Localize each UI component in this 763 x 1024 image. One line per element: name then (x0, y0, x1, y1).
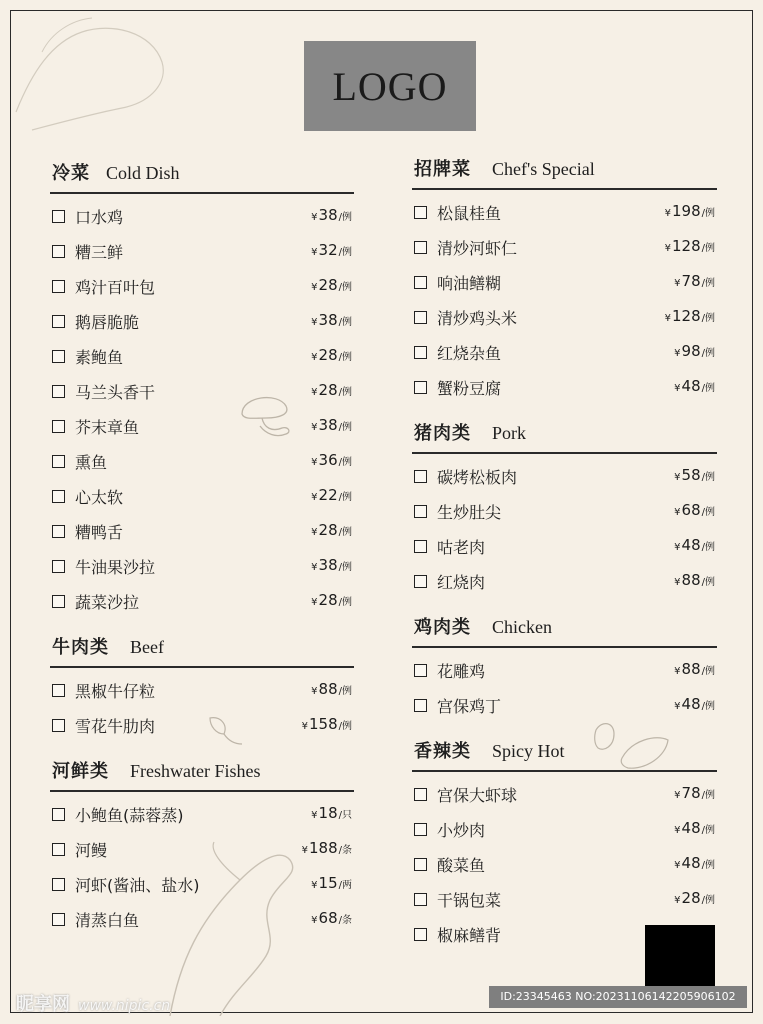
menu-item (412, 493, 717, 528)
currency-symbol: ¥ (311, 527, 318, 538)
section-title-zh: 猪肉类 (414, 423, 471, 444)
price-value: 28 (318, 591, 338, 609)
menu-item-checkbox[interactable] (52, 210, 65, 223)
menu-item (412, 369, 717, 404)
menu-item-price (311, 909, 352, 927)
menu-item-checkbox[interactable] (52, 280, 65, 293)
menu-item-price (665, 202, 715, 220)
section-title-zh: 河鲜类 (52, 761, 109, 782)
menu-item-price (311, 276, 352, 294)
menu-item-checkbox[interactable] (414, 540, 427, 553)
menu-item-name: 清炒鸡头米 (437, 309, 518, 328)
menu-item (412, 458, 717, 493)
price-value: 22 (318, 486, 338, 504)
price-unit: /例 (338, 282, 352, 293)
currency-symbol: ¥ (674, 577, 681, 588)
price-value: 198 (671, 202, 701, 220)
section-title-en: Freshwater Fishes (130, 761, 261, 781)
price-value: 78 (681, 784, 701, 802)
logo-placeholder: LOGO (304, 41, 476, 131)
menu-item-name: 河虾(酱油、盐水) (75, 876, 200, 895)
menu-item-list (50, 194, 354, 618)
menu-item-name: 鹅唇脆脆 (75, 313, 140, 332)
menu-item (412, 846, 717, 881)
price-unit: /例 (701, 860, 715, 871)
price-value: 48 (681, 377, 701, 395)
cabbage-illustration (12, 12, 172, 132)
price-value: 38 (318, 556, 338, 574)
menu-item-name: 糟鸭舌 (75, 523, 124, 542)
menu-item-price (311, 206, 352, 224)
menu-item (50, 303, 354, 338)
price-unit: /例 (701, 243, 715, 254)
price-value: 28 (318, 521, 338, 539)
menu-item (50, 268, 354, 303)
menu-item-price (311, 486, 352, 504)
menu-item-checkbox[interactable] (414, 664, 427, 677)
menu-item-name: 响油鳝糊 (437, 274, 502, 293)
menu-item (50, 513, 354, 548)
menu-item-checkbox[interactable] (52, 595, 65, 608)
watermark-url: www.nipic.cn (78, 998, 171, 1014)
menu-item-list (412, 454, 717, 598)
price-value: 98 (681, 342, 701, 360)
menu-item (50, 338, 354, 373)
currency-symbol: ¥ (674, 348, 681, 359)
section-title-en: Beef (130, 637, 164, 657)
price-value: 188 (308, 839, 338, 857)
menu-item-price (311, 451, 352, 469)
menu-item (412, 563, 717, 598)
menu-item (412, 334, 717, 369)
menu-item-checkbox[interactable] (52, 420, 65, 433)
menu-item-checkbox[interactable] (52, 245, 65, 258)
currency-symbol: ¥ (674, 701, 681, 712)
menu-item-price (311, 416, 352, 434)
menu-item-name: 红烧杂鱼 (437, 344, 502, 363)
price-value: 38 (318, 311, 338, 329)
price-unit: /例 (338, 212, 352, 223)
currency-symbol: ¥ (311, 686, 318, 697)
watermark (16, 990, 170, 1016)
price-unit: /例 (338, 422, 352, 433)
currency-symbol: ¥ (301, 845, 308, 856)
menu-item-name: 小鲍鱼(蒜蓉蒸) (75, 806, 184, 825)
currency-symbol: ¥ (674, 666, 681, 677)
price-value: 68 (681, 501, 701, 519)
price-unit: /例 (338, 457, 352, 468)
section-title-en: Chicken (492, 617, 552, 637)
section-header (412, 148, 717, 190)
menu-item-name: 清炒河虾仁 (437, 239, 518, 258)
menu-item (50, 583, 354, 618)
price-unit: /例 (338, 387, 352, 398)
price-unit: /例 (701, 825, 715, 836)
menu-item-name: 蟹粉豆腐 (437, 379, 502, 398)
price-value: 78 (681, 272, 701, 290)
menu-item (50, 831, 354, 866)
menu-item-price (665, 307, 715, 325)
currency-symbol: ¥ (664, 208, 671, 219)
qr-code-placeholder (645, 925, 715, 991)
currency-symbol: ¥ (674, 507, 681, 518)
currency-symbol: ¥ (311, 352, 318, 363)
price-value: 158 (308, 715, 338, 733)
watermark-brand: 昵享网 (16, 994, 70, 1015)
menu-item-price (674, 571, 715, 589)
menu-item-price (674, 889, 715, 907)
section-header (50, 152, 354, 194)
menu-item-name: 咕老肉 (437, 538, 486, 557)
price-value: 28 (318, 381, 338, 399)
menu-item-checkbox[interactable] (52, 719, 65, 732)
menu-item (50, 373, 354, 408)
menu-item-name: 芥末章鱼 (75, 418, 140, 437)
menu-item-name: 宫保大虾球 (437, 786, 518, 805)
price-unit: /条 (338, 915, 352, 926)
menu-item-price (674, 660, 715, 678)
menu-item-name: 椒麻鳝背 (437, 926, 502, 945)
menu-item (50, 548, 354, 583)
menu-item-name: 清蒸白鱼 (75, 911, 140, 930)
menu-item-name: 生炒肚尖 (437, 503, 502, 522)
price-value: 128 (671, 237, 701, 255)
price-value: 18 (318, 804, 338, 822)
price-unit: /例 (338, 492, 352, 503)
price-unit: /例 (338, 247, 352, 258)
price-value: 48 (681, 536, 701, 554)
menu-item-price (311, 680, 352, 698)
menu-item-price (674, 854, 715, 872)
menu-item-name: 熏鱼 (75, 453, 108, 472)
price-unit: /例 (701, 701, 715, 712)
menu-item-checkbox[interactable] (52, 878, 65, 891)
price-unit: /例 (338, 317, 352, 328)
menu-item-checkbox[interactable] (52, 490, 65, 503)
price-unit: /例 (338, 686, 352, 697)
menu-item-name: 小炒肉 (437, 821, 486, 840)
price-value: 28 (318, 346, 338, 364)
price-value: 48 (681, 695, 701, 713)
price-unit: /例 (338, 597, 352, 608)
menu-item (50, 672, 354, 707)
menu-column-right (412, 148, 717, 951)
price-value: 36 (318, 451, 338, 469)
menu-item-checkbox[interactable] (414, 823, 427, 836)
menu-item (50, 408, 354, 443)
price-value: 38 (318, 416, 338, 434)
menu-item-list (50, 792, 354, 936)
currency-symbol: ¥ (664, 313, 671, 324)
price-value: 88 (681, 660, 701, 678)
menu-item-name: 花雕鸡 (437, 662, 486, 681)
currency-symbol: ¥ (311, 317, 318, 328)
price-unit: /例 (338, 721, 352, 732)
menu-item-price (311, 556, 352, 574)
currency-symbol: ¥ (311, 915, 318, 926)
menu-item-name: 酸菜鱼 (437, 856, 486, 875)
menu-item-checkbox[interactable] (414, 381, 427, 394)
menu-item (412, 299, 717, 334)
currency-symbol: ¥ (311, 422, 318, 433)
currency-symbol: ¥ (311, 212, 318, 223)
price-value: 28 (681, 889, 701, 907)
menu-item-price (311, 521, 352, 539)
menu-item (412, 528, 717, 563)
menu-item-checkbox[interactable] (52, 315, 65, 328)
section-header (412, 730, 717, 772)
menu-item-price (311, 381, 352, 399)
menu-item-name: 心太软 (75, 488, 124, 507)
section-title-en: Pork (492, 423, 527, 443)
section-title-zh: 牛肉类 (52, 637, 109, 658)
section-header (412, 606, 717, 648)
menu-item-checkbox[interactable] (414, 699, 427, 712)
currency-symbol: ¥ (311, 282, 318, 293)
price-unit: /例 (701, 790, 715, 801)
menu-item-checkbox[interactable] (414, 788, 427, 801)
menu-item-price (674, 272, 715, 290)
menu-item-price (302, 715, 352, 733)
menu-item-name: 口水鸡 (75, 208, 124, 227)
price-unit: /例 (338, 562, 352, 573)
menu-item-price (302, 839, 352, 857)
price-unit: /例 (701, 577, 715, 588)
menu-item-checkbox[interactable] (52, 455, 65, 468)
section-title-zh: 冷菜 (52, 163, 90, 184)
section-title-en: Cold Dish (106, 163, 180, 183)
price-value: 128 (671, 307, 701, 325)
menu-item-price (674, 342, 715, 360)
price-value: 58 (681, 466, 701, 484)
menu-item-name: 马兰头香干 (75, 383, 156, 402)
menu-item-name: 雪花牛肋肉 (75, 717, 156, 736)
price-unit: /例 (701, 542, 715, 553)
price-unit: /例 (338, 527, 352, 538)
menu-item-price (311, 591, 352, 609)
menu-item-checkbox[interactable] (414, 470, 427, 483)
currency-symbol: ¥ (311, 562, 318, 573)
section-title-en: Spicy Hot (492, 741, 565, 761)
price-unit: /两 (338, 880, 352, 891)
menu-item-price (311, 311, 352, 329)
menu-item-name: 糟三鲜 (75, 243, 124, 262)
price-value: 32 (318, 241, 338, 259)
menu-item-price (674, 377, 715, 395)
menu-item (412, 652, 717, 687)
menu-item-checkbox[interactable] (414, 893, 427, 906)
price-value: 28 (318, 276, 338, 294)
menu-item (412, 811, 717, 846)
menu-column-left (50, 152, 354, 936)
currency-symbol: ¥ (311, 387, 318, 398)
menu-item-price (311, 874, 352, 892)
menu-item (412, 194, 717, 229)
currency-symbol: ¥ (311, 597, 318, 608)
menu-item-checkbox[interactable] (52, 843, 65, 856)
menu-item-checkbox[interactable] (414, 206, 427, 219)
currency-symbol: ¥ (674, 860, 681, 871)
menu-item (50, 478, 354, 513)
menu-item-name: 宫保鸡丁 (437, 697, 502, 716)
menu-item-checkbox[interactable] (52, 808, 65, 821)
currency-symbol: ¥ (674, 472, 681, 483)
menu-item (412, 881, 717, 916)
price-value: 88 (681, 571, 701, 589)
price-unit: /例 (701, 348, 715, 359)
menu-item-checkbox[interactable] (414, 505, 427, 518)
menu-item-checkbox[interactable] (414, 276, 427, 289)
price-unit: /例 (701, 278, 715, 289)
menu-item-list (412, 648, 717, 722)
section-header (50, 750, 354, 792)
price-unit: /例 (701, 383, 715, 394)
menu-item (50, 198, 354, 233)
image-id-bar: ID:23345463 NO:20231106142205906102 (489, 986, 747, 1008)
menu-item (412, 264, 717, 299)
menu-item-checkbox[interactable] (52, 560, 65, 573)
menu-item (50, 796, 354, 831)
menu-item (412, 776, 717, 811)
currency-symbol: ¥ (311, 880, 318, 891)
price-unit: /例 (701, 313, 715, 324)
currency-symbol: ¥ (311, 457, 318, 468)
currency-symbol: ¥ (301, 721, 308, 732)
menu-item-price (674, 501, 715, 519)
section-title-zh: 招牌菜 (414, 159, 471, 180)
menu-item-checkbox[interactable] (414, 241, 427, 254)
menu-item-checkbox[interactable] (52, 913, 65, 926)
price-unit: /例 (701, 472, 715, 483)
menu-item-checkbox[interactable] (414, 928, 427, 941)
menu-item-checkbox[interactable] (52, 350, 65, 363)
menu-item (412, 687, 717, 722)
menu-item (50, 233, 354, 268)
section-title-zh: 鸡肉类 (414, 617, 471, 638)
menu-item-name: 鸡汁百叶包 (75, 278, 156, 297)
menu-item-price (311, 346, 352, 364)
price-value: 88 (318, 680, 338, 698)
menu-item (50, 707, 354, 742)
currency-symbol: ¥ (674, 825, 681, 836)
menu-item-price (311, 241, 352, 259)
menu-item-name: 牛油果沙拉 (75, 558, 156, 577)
currency-symbol: ¥ (311, 492, 318, 503)
menu-item-name: 碳烤松板肉 (437, 468, 518, 487)
menu-item (50, 901, 354, 936)
price-value: 38 (318, 206, 338, 224)
currency-symbol: ¥ (664, 243, 671, 254)
menu-item-name: 松鼠桂鱼 (437, 204, 502, 223)
menu-item-list (50, 668, 354, 742)
menu-item-name: 干锅包菜 (437, 891, 502, 910)
menu-item (50, 866, 354, 901)
menu-item-checkbox[interactable] (52, 525, 65, 538)
menu-item-checkbox[interactable] (414, 575, 427, 588)
price-unit: /例 (338, 352, 352, 363)
menu-item-price (311, 804, 352, 822)
menu-item (50, 443, 354, 478)
section-header (50, 626, 354, 668)
price-value: 48 (681, 854, 701, 872)
menu-item-price (674, 695, 715, 713)
menu-item-price (674, 819, 715, 837)
menu-item-price (674, 784, 715, 802)
price-value: 48 (681, 819, 701, 837)
menu-item-checkbox[interactable] (52, 385, 65, 398)
price-unit: /例 (701, 208, 715, 219)
price-unit: /条 (338, 845, 352, 856)
menu-item-checkbox[interactable] (414, 311, 427, 324)
price-unit: /例 (701, 507, 715, 518)
currency-symbol: ¥ (311, 247, 318, 258)
menu-item-checkbox[interactable] (52, 684, 65, 697)
menu-item-name: 蔬菜沙拉 (75, 593, 140, 612)
currency-symbol: ¥ (674, 383, 681, 394)
menu-item (412, 229, 717, 264)
menu-item-name: 素鲍鱼 (75, 348, 124, 367)
menu-item-list (412, 190, 717, 404)
currency-symbol: ¥ (674, 542, 681, 553)
price-unit: /只 (338, 810, 352, 821)
menu-item-name: 红烧肉 (437, 573, 486, 592)
price-unit: /例 (701, 895, 715, 906)
price-unit: /例 (701, 666, 715, 677)
menu-item-checkbox[interactable] (414, 346, 427, 359)
currency-symbol: ¥ (674, 790, 681, 801)
section-header (412, 412, 717, 454)
menu-item-checkbox[interactable] (414, 858, 427, 871)
menu-item-price (674, 536, 715, 554)
menu-item-price (665, 237, 715, 255)
menu-item-name: 黑椒牛仔粒 (75, 682, 156, 701)
currency-symbol: ¥ (311, 810, 318, 821)
price-value: 15 (318, 874, 338, 892)
price-value: 68 (318, 909, 338, 927)
currency-symbol: ¥ (674, 895, 681, 906)
currency-symbol: ¥ (674, 278, 681, 289)
menu-item-name: 河鳗 (75, 841, 108, 860)
section-title-en: Chef's Special (492, 159, 595, 179)
menu-item-price (674, 466, 715, 484)
section-title-zh: 香辣类 (414, 741, 471, 762)
